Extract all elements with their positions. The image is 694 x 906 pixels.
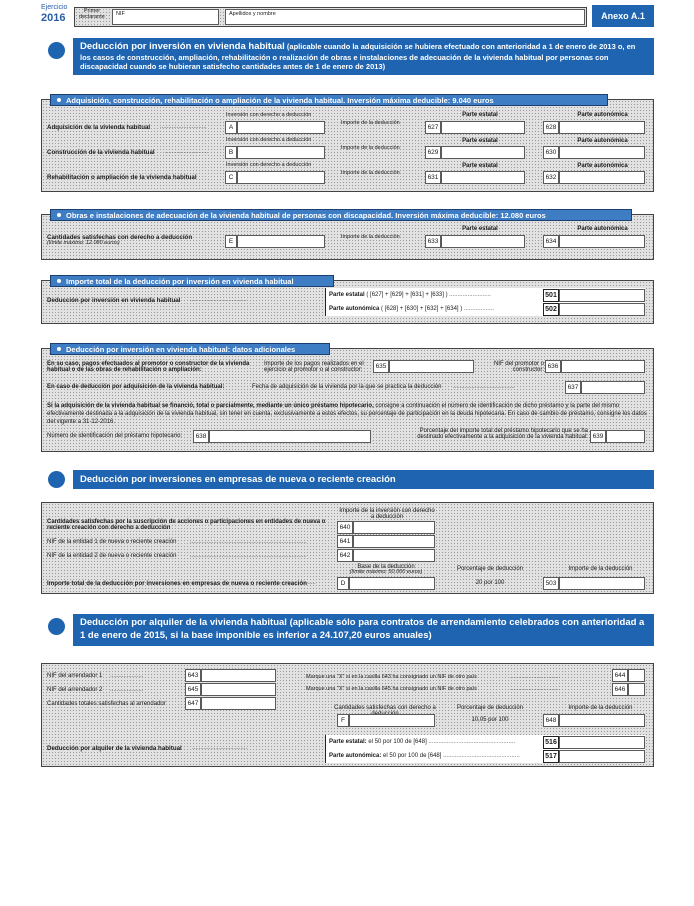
s1-row-c-label: Rehabilitación o ampliación de la vivienda habitual [47,174,197,181]
s3-autonomica-formula: ( [628] + [630] + [632] + [634] ) [381,306,463,312]
leader-dots: .............................. [510,674,561,680]
s1-estatal-c: Parte estatal [462,163,498,169]
s3-estatal-formula: ( [627] + [629] + [631] + [633] ) [366,292,448,298]
s4-input-638[interactable] [209,430,371,443]
vivienda-title: Deducción por inversión en vivienda habitual [80,41,285,52]
section-bullet-icon [48,42,65,59]
s2-importe-label: Importe de la deducción [341,234,400,240]
bullet-icon [57,98,61,102]
alq-check-644[interactable] [628,669,645,682]
emp-base-input[interactable] [349,577,435,590]
alquiler-header: Deducción por alquiler de la vivienda habitual (aplicable sólo para contratos de arrendamiento celebrados con anterioridad a 1 de enero de 2015, si la base imponible es inferior a 24.107,20 euros anuales) [73,614,654,646]
alq-estatal-row: Parte estatal: el 50 por 100 de [648] .................................................... [329,739,516,745]
alq-input-516[interactable] [559,736,645,749]
alq-cols-cant: Cantidades satisfechas con derecho a [334,705,436,711]
s1-row-a-label: Adquisición de la vivienda habitual [47,124,151,131]
ejercicio-year: 2016 [41,12,66,24]
s4-l2: En caso de deducción por adquisición de la vivienda habitual: [47,384,225,390]
alq-code-647: 647 [185,697,201,710]
leader-dots: .......................... [165,149,209,155]
s1-letter-a: A [225,121,237,134]
emp-col-inv: Importe de la inversión con derecho a deducción [339,508,435,521]
alq-code-645: 645 [185,683,201,696]
s3-label: Deducción por inversión en vivienda habitual [47,297,181,304]
s4-l4: Porcentaje del importe total del préstamo hipotecario que se ha destinado efectivamente a la adquisición de la vivienda habitual: [417,428,588,441]
s4-title: Deducción por inversión en vivienda habitual: datos adicionales [66,344,296,354]
s2-header [50,209,632,221]
s3-title: Importe total de la deducción por inversión en vivienda habitual [66,276,294,286]
bullet-icon [57,279,61,283]
s2-code-1: 633 [425,235,441,248]
s2-code-2: 634 [543,235,559,248]
nif-label: NIF [116,11,125,17]
s1-estatal-b: Parte estatal [462,138,498,144]
leader-dots: ...................................................................... [190,553,307,559]
s4-paragraph [47,403,647,426]
emp-l0: Cantidades satisfechas por la suscripción de acciones o participaciones en entidades de nueva o reciente creación con derecho a deducción [47,519,326,532]
s3-code-501: 501 [543,289,559,302]
s4-l1: En su caso, pagos efectuados al promotor o constructor de la vivienda habitual o de las obras de rehabilitación o ampliación: [47,361,250,374]
ejercicio-label: Ejercicio [41,4,68,11]
s4-input-636[interactable] [561,360,645,373]
s4-code-639: 639 [590,430,606,443]
s1-inv-label-a: Inversión con derecho a deducción [226,112,312,118]
s1-code-c2: 632 [543,171,559,184]
alq-code-646: 646 [612,683,628,696]
emp-pct-val: 20 por 100 [475,580,505,586]
alq-marque2: Marque una "X" si en la casilla 645 ha consignado un NIF de otro país [306,686,477,692]
s4-code-636: 636 [545,360,561,373]
alq-input-647[interactable] [201,697,276,710]
alq-autonomica-formula: el 50 por 100 de [648] [383,753,442,759]
primer-declarante-label: Primer declarante [79,8,105,20]
alq-marque1: Marque una "X" si en la casilla 643 ha consignado un NIF de otro país [306,674,477,680]
s1-input-c1[interactable] [441,171,525,184]
anexo-badge: Anexo A.1 [592,5,654,27]
leader-dots: .................... [110,673,144,679]
emp-code-640: 640 [337,521,353,534]
alq-code-648: 648 [543,714,559,727]
leader-dots: ...................................................................... [190,539,307,545]
s3-header [50,275,334,287]
emp-code-503: 503 [543,577,559,590]
leader-dots: ..................................... [453,384,515,390]
s3-input-501[interactable] [559,289,645,302]
s1-code-b1: 629 [425,146,441,159]
s3-code-502: 502 [543,303,559,316]
s4-l3: Número de identificación del préstamo hipotecario: [47,433,183,439]
s1-row-b-label: Construcción de la vivienda habitual [47,149,155,156]
alq-input-517[interactable] [559,750,645,763]
s1-letter-b: B [225,146,237,159]
emp-l1: NIF de la entidad 1 de nueva o reciente creación [47,539,177,545]
alq-code-517: 517 [543,750,559,763]
s3-input-502[interactable] [559,303,645,316]
alq-cant-input[interactable] [349,714,435,727]
apellidos-label: Apellidos y nombre [229,11,276,17]
alq-cant: Cantidades totales satisfechas al arrendador [47,701,166,707]
s1-input-a2[interactable] [559,121,645,134]
alq-input-648[interactable] [559,714,645,727]
leader-dots: ....... [304,580,316,586]
alq-pct-val: 10,05 por 100 [471,717,509,723]
s4-input-637[interactable] [581,381,645,394]
s1-importe-label-c: Importe de la deducción [341,170,400,176]
s4-p-bold: Si la adquisición de la vivienda habitual se financió, total o parcialmente, mediante un único préstamo hipotecario, [47,403,374,409]
s4-code-635: 635 [373,360,389,373]
s4-l2a: Fecha de adquisición de la vivienda por la que se practica la deducción [252,384,442,390]
emp-letter: D [337,577,349,590]
s1-input-b1[interactable] [441,146,525,159]
s1-inv-input-b[interactable] [237,146,325,159]
s3-autonomica-row: Parte autonómica ( [628] + [630] + [632] + [634] ) .................. [329,306,494,312]
alq-code-644: 644 [612,669,628,682]
s2-letter: E [225,235,237,248]
empresas-header: Deducción por inversiones en empresas de nueva o reciente creación [73,470,654,489]
emp-imp: Importe de la deducción [568,566,633,572]
s1-inv-label-c: Inversión con derecho a deducción [226,162,312,168]
s1-code-a1: 627 [425,121,441,134]
s2-input-2[interactable] [559,235,645,248]
s4-header [50,343,330,355]
alq-cols-imp: Importe de la deducción [568,705,633,711]
s4-l1b: NIF del promotor o constructor: [493,361,544,374]
leader-dots: ................................. [192,745,248,751]
alq-code-643: 643 [185,669,201,682]
alq-estatal-formula: el 50 por 100 de [648] [368,739,427,745]
apellidos-field[interactable] [225,9,585,25]
s2-inv-input[interactable] [237,235,325,248]
bullet-icon [57,347,61,351]
emp-code-641: 641 [337,535,353,548]
s1-input-a1[interactable] [441,121,525,134]
alq-estatal-label: Parte estatal: [329,739,367,745]
s1-code-a2: 628 [543,121,559,134]
bullet-icon [57,213,61,217]
vivienda-header [73,38,654,75]
vivienda-note: (aplicable cuando la adquisición se hubiera efectuado con anterioridad a 1 de enero de 2013 o, en los casos de construcción, ampliación, rehabilitación o realización de obras e instalaciones de adecuación de la vivienda habitual por personas con discapacidad cuando se hubieran satisfecho cantidades antes de 1 de enero de 2013) [80,42,636,72]
s1-importe-label-b: Importe de la deducción [341,145,400,151]
alq-code-516: 516 [543,736,559,749]
emp-base-note: (límite máximo: 50.000 euros) [349,569,423,575]
emp-code-642: 642 [337,549,353,562]
alq-input-645[interactable] [201,683,276,696]
alq-nif1: NIF del arrendador 1 [47,673,103,679]
s1-importe-label-a: Importe de la deducción [341,120,400,126]
s4-l1a: Importe de los pagos realizados en el ejercicio al promotor o al constructor: [264,361,364,374]
emp-l2: NIF de la entidad 2 de nueva o reciente creación [47,553,177,559]
s1-inv-input-c[interactable] [237,171,325,184]
s4-code-638: 638 [193,430,209,443]
emp-input-641[interactable] [353,535,435,548]
s2-sublabel: (límite máximo: 12.080 euros) [47,240,120,246]
s2-input-1[interactable] [441,235,525,248]
emp-input-503[interactable] [559,577,645,590]
s4-code-637: 637 [565,381,581,394]
s2-estatal: Parte estatal [462,226,498,232]
s3-estatal-row: Parte estatal ( [627] + [629] + [631] + [633] ) ......................... [329,292,491,298]
leader-dots: .............................. [510,686,561,692]
s1-inv-input-a[interactable] [237,121,325,134]
s1-estatal-a: Parte estatal [462,112,498,118]
emp-base: Base de la deducción [357,564,415,570]
alq-autonomica-label: Parte autonómica: [329,753,382,759]
s1-autonomica-c: Parte autonómica [577,163,628,169]
s4-p-rest: consigne a continuación el número de identificación de dicho préstamo y la parte del mismo efectivamente destinada a la adquisición de la vivienda habitual, sin tener en cuenta, exclusivamente a estos efectos, su porcentaje de participación en la deuda hipotecaria. En caso de cambio de préstamo, consigne los datos del vigente a 31-12-2016. [47,403,647,425]
s1-title: Adquisición, construcción, rehabilitación o ampliación de la vivienda habitual. Inversión máxima deducible: 9.040 euros [66,95,494,105]
emp-pct: Porcentaje de deducción [456,566,524,572]
alq-input-643[interactable] [201,669,276,682]
emp-input-640[interactable] [353,521,435,534]
leader-dots: .................................. [190,297,247,303]
s1-input-b2[interactable] [559,146,645,159]
s2-autonomica: Parte autonómica [577,226,628,232]
s1-code-c1: 631 [425,171,441,184]
alq-ded: Deducción por alquiler de la vivienda habitual [47,745,182,752]
s4-input-635[interactable] [389,360,474,373]
leader-dots: ............................ [160,124,207,130]
section-bullet-icon [48,618,65,635]
alq-check-646[interactable] [628,683,645,696]
s1-code-b2: 630 [543,146,559,159]
s2-label: Cantidades satisfechas con derecho a deducción [47,234,193,241]
s3-estatal-label: Parte estatal [329,292,365,298]
s1-autonomica-b: Parte autonómica [577,138,628,144]
emp-input-642[interactable] [353,549,435,562]
s3-autonomica-label: Parte autonómica [329,306,380,312]
leader-dots: .................... [110,687,144,693]
alq-autonomica-row: Parte autonómica: el 50 por 100 de [648] .............................................. [329,753,520,759]
nif-field[interactable] [112,9,219,25]
s1-header [50,94,608,106]
alq-cols-pct: Porcentaje de deducción [456,705,524,711]
s2-title: Obras e instalaciones de adecuación de la vivienda habitual de personas con discapacidad. Inversión máxima deducible: 12.080 euros [66,210,546,220]
s1-inv-label-b: Inversión con derecho a deducción [226,137,312,143]
alq-nif2: NIF del arrendador 2 [47,687,103,693]
s1-autonomica-a: Parte autonómica [577,112,628,118]
section-bullet-icon [48,471,65,488]
emp-total: Importe total de la deducción por inversiones en empresas de nueva o reciente creación [47,580,307,587]
s4-input-639[interactable] [606,430,645,443]
s1-letter-c: C [225,171,237,184]
alq-letter: F [337,714,349,727]
s1-input-c2[interactable] [559,171,645,184]
